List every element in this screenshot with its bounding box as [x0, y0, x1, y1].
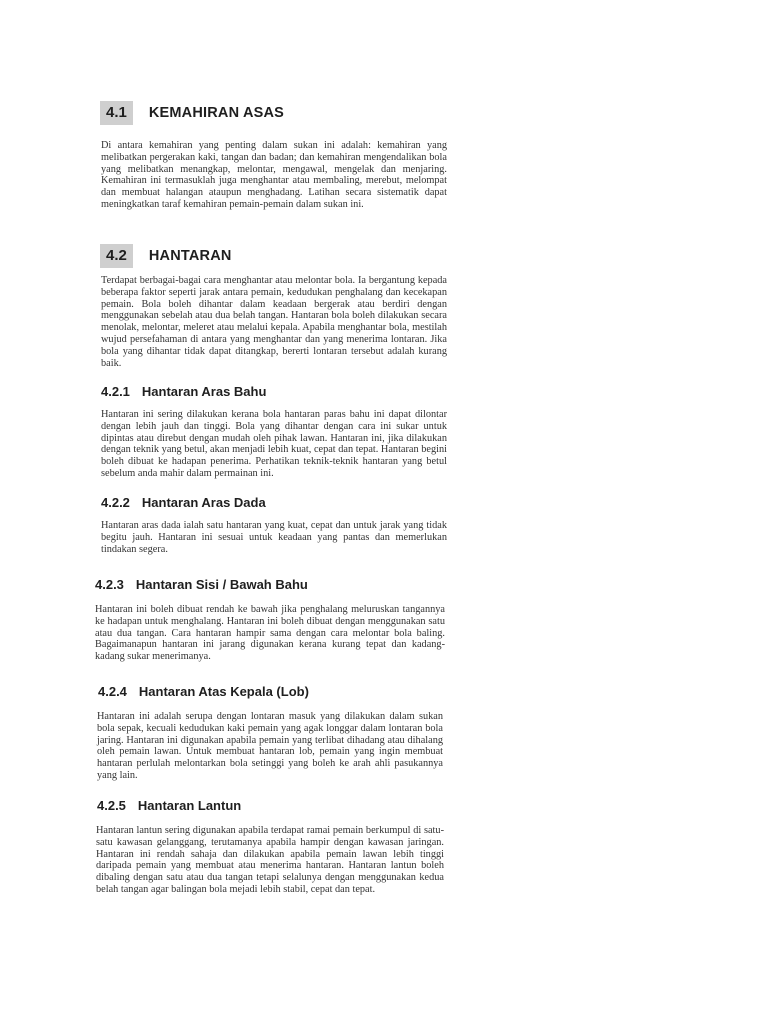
- subsection-heading-4-2-5: [97, 798, 241, 813]
- subsection-number: 4.2.1: [101, 384, 130, 399]
- subsection-body-4-2-2: Hantaran aras dada ialah satu hantaran yang kuat, cepat dan untuk jarak yang tidak begitu jauh. Hantaran ini sesuai untuk keadaan yang pantas dan memerlukan tindakan segera.: [101, 520, 447, 555]
- subsection-body-4-2-4: Hantaran ini adalah serupa dengan lontaran masuk yang dilakukan dalam sukan bola sepak, kecuali kedudukan kaki pemain yang agak longgar dalam lontaran bola jaring. Hantaran ini digunakan apabila pemain yang terlibat dihadang atau dihalang oleh pemain lawan. Untuk membuat hantaran lob, pemain yang ingin membuat hantaran perlulah melontarkan bola setinggi yang boleh ke arah ahli pasukannya yang lain.: [97, 711, 443, 781]
- subsection-title: Hantaran Sisi / Bawah Bahu: [135, 577, 308, 592]
- subsection-number: 4.2.2: [101, 495, 130, 510]
- subsection-number: 4.2.4: [98, 684, 127, 699]
- subsection-body-4-2-3: Hantaran ini boleh dibuat rendah ke bawah jika penghalang meluruskan tangannya ke hadapan untuk menghalang. Hantaran ini boleh dibuat dengan menggunakan satu atau dua tangan. Cara hantaran hampir sama dengan cara melontar bola baling. Bagaimanapun hantaran ini jarang digunakan kerana kurang tepat dan kadang-kadang sukar menerimanya.: [95, 604, 445, 663]
- subsection-title: Hantaran Atas Kepala (Lob): [138, 684, 309, 699]
- section-title: HANTARAN: [148, 248, 232, 264]
- section-heading-4-2: [100, 244, 232, 268]
- subsection-body-4-2-1: Hantaran ini sering dilakukan kerana bola hantaran paras bahu ini dapat dilontar dengan lebih jauh dan tinggi. Bola yang dihantar dengan cara ini sukar untuk dipintas atau direbut dengan mudah oleh pihak lawan. Hantaran ini, jika dilakukan dengan teknik yang betul, akan menjadi lebih kuat, cepat dan tepat. Hantaran begini boleh dibuat ke hadapan penerima. Perhatikan teknik-teknik hantaran yang betul sebelum anda mahir dalam permainan ini.: [101, 409, 447, 479]
- section-number-box: 4.2: [100, 244, 133, 268]
- subsection-body-4-2-5: Hantaran lantun sering digunakan apabila terdapat ramai pemain berkumpul di satu-satu kawasan gelanggang, terutamanya apabila hampir dengan kawasan jaringan. Hantaran ini rendah sahaja dan dilakukan apabila pemain lawan lebih tinggi daripada pemain yang membuat atau menerima hantaran. Hantaran lantun boleh dibaling dengan satu atau dua tangan tetapi selalunya dengan menggunakan kedua belah tangan agar balingan bola mejadi lebih stabil, cepat dan tepat.: [96, 825, 444, 895]
- section-body-4-2: Terdapat berbagai-bagai cara menghantar atau melontar bola. Ia bergantung kepada beberapa faktor seperti jarak antara pemain, kedudukan penghalang dan kecekapan pemain. Bola boleh dihantar dalam keadaan bergerak atau berdiri dengan menggunakan sebelah atau dua belah tangan. Hantaran bola boleh dilakukan secara menolak, melontar, meleret atau melalui kepala. Apabila menghantar bola, mestilah wujud persefahaman di antara yang menghantar dan yang menerima lontaran. Jika bola yang dihantar tidak dapat ditangkap, bererti lontaran tersebut adalah kurang baik.: [101, 275, 447, 369]
- subsection-number: 4.2.3: [95, 577, 124, 592]
- subsection-heading-4-2-1: [101, 384, 266, 399]
- subsection-heading-4-2-4: [98, 684, 309, 699]
- section-number-box: 4.1: [100, 101, 133, 125]
- subsection-heading-4-2-3: [95, 577, 308, 592]
- section-heading-4-1: [100, 101, 284, 125]
- subsection-heading-4-2-2: [101, 495, 266, 510]
- section-title: KEMAHIRAN ASAS: [148, 105, 285, 121]
- subsection-number: 4.2.5: [97, 798, 126, 813]
- subsection-title: Hantaran Aras Bahu: [141, 384, 267, 399]
- section-body-4-1: Di antara kemahiran yang penting dalam sukan ini adalah: kemahiran yang melibatkan pergerakan kaki, tangan dan badan; dan kemahiran mengendalikan bola yang melibatkan menangkap, melontar, mengawal, mengelak dan menjaring. Kemahiran ini termasuklah juga menghantar atau membaling, merebut, melompat dan membuat halangan ataupun menghadang. Latihan secara sistematik dapat meningkatkan taraf kemahiran pemain-pemain dalam sukan ini.: [101, 140, 447, 210]
- subsection-title: Hantaran Aras Dada: [141, 495, 266, 510]
- subsection-title: Hantaran Lantun: [137, 798, 242, 813]
